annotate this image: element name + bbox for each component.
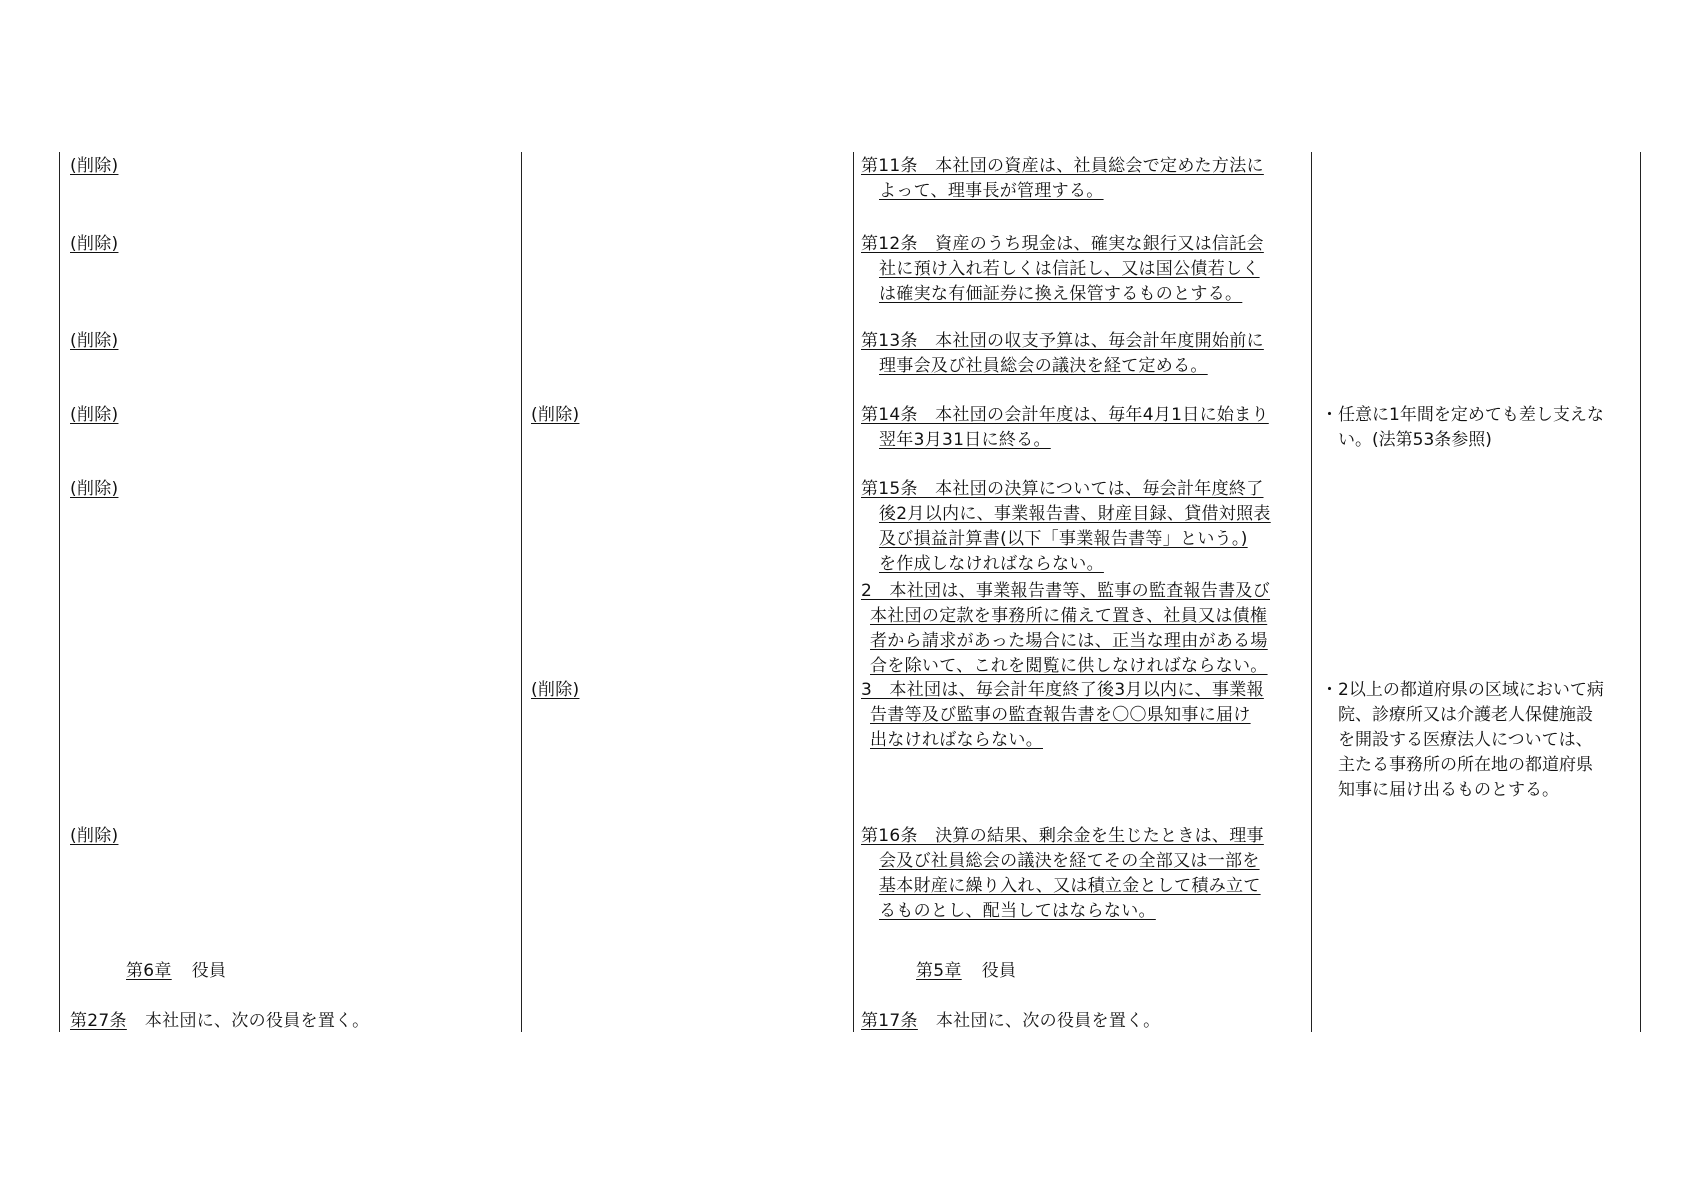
chapter-heading <box>916 959 1016 984</box>
article-13: 第13条 本社団の収支予算は、毎会計年度開始前に 理事会及び社員総会の議決を経て定める。 <box>861 331 1264 376</box>
article-17 <box>861 1009 1160 1034</box>
article-14: 第14条 本社団の会計年度は、毎年4月1日に始まり 翌年3月31日に終る。 <box>861 405 1269 450</box>
deleted-marker: (削除) <box>70 156 119 176</box>
deleted-marker: (削除) <box>70 479 119 499</box>
chapter-number: 第5章 <box>916 961 962 981</box>
article-number: 第17条 <box>861 1011 918 1031</box>
column-border-2 <box>853 152 854 1032</box>
chapter-number: 第6章 <box>126 961 172 981</box>
deleted-marker: (削除) <box>70 234 119 254</box>
column-border-3 <box>1311 152 1312 1032</box>
article-15: 第15条 本社団の決算については、毎会計年度終了 後2月以内に、事業報告書、財産目録、貸借対照表 及び損益計算書(以下「事業報告書等」という。) を作成しなければならない。 <box>861 479 1271 574</box>
column-border-1 <box>521 152 522 1032</box>
note-report-filing: ・2以上の都道府県の区域において病 院、診療所又は介護老人保健施設 を開設する医療法人については、 主たる事務所の所在地の都道府県 知事に届け出るものとする。 <box>1321 680 1604 800</box>
article-15-paragraph-3: 3 本社団は、毎会計年度終了後3月以内に、事業報 告書等及び監事の監査報告書を〇〇県知事に届け 出なければならない。 <box>861 680 1264 750</box>
deleted-marker: (削除) <box>531 680 580 700</box>
article-27 <box>70 1009 369 1034</box>
article-11: 第11条 本社団の資産は、社員総会で定めた方法に よって、理事長が管理する。 <box>861 156 1264 201</box>
chapter-title: 役員 <box>191 961 227 981</box>
deleted-marker: (削除) <box>70 826 119 846</box>
column-border-right <box>1640 152 1641 1032</box>
article-text: 本社団に、次の役員を置く。 <box>935 1011 1161 1031</box>
article-15-paragraph-2: 2 本社団は、事業報告書等、監事の監査報告書及び 本社団の定款を事務所に備えて置き、社員又は債権 者から請求があった場合には、正当な理由がある場 合を除いて、これを閲覧に供しなければならない。 <box>861 581 1271 676</box>
article-12: 第12条 資産のうち現金は、確実な銀行又は信託会 社に預け入れ若しくは信託し、又は国公債若しく は確実な有価証券に換え保管するものとする。 <box>861 234 1264 304</box>
chapter-heading <box>108 959 226 984</box>
deleted-marker: (削除) <box>531 405 580 425</box>
deleted-marker: (削除) <box>70 405 119 425</box>
column-border-left <box>59 152 60 1032</box>
deleted-marker: (削除) <box>70 331 119 351</box>
article-number: 第27条 <box>70 1011 127 1031</box>
chapter-title: 役員 <box>981 961 1017 981</box>
note-accounting-year: ・任意に1年間を定めても差し支えな い。(法第53条参照) <box>1321 405 1604 450</box>
article-text: 本社団に、次の役員を置く。 <box>144 1011 370 1031</box>
article-16: 第16条 決算の結果、剰余金を生じたときは、理事 会及び社員総会の議決を経てその全部又は一部を 基本財産に繰り入れ、又は積立金として積み立て るものとし、配当してはならない。 <box>861 826 1264 921</box>
